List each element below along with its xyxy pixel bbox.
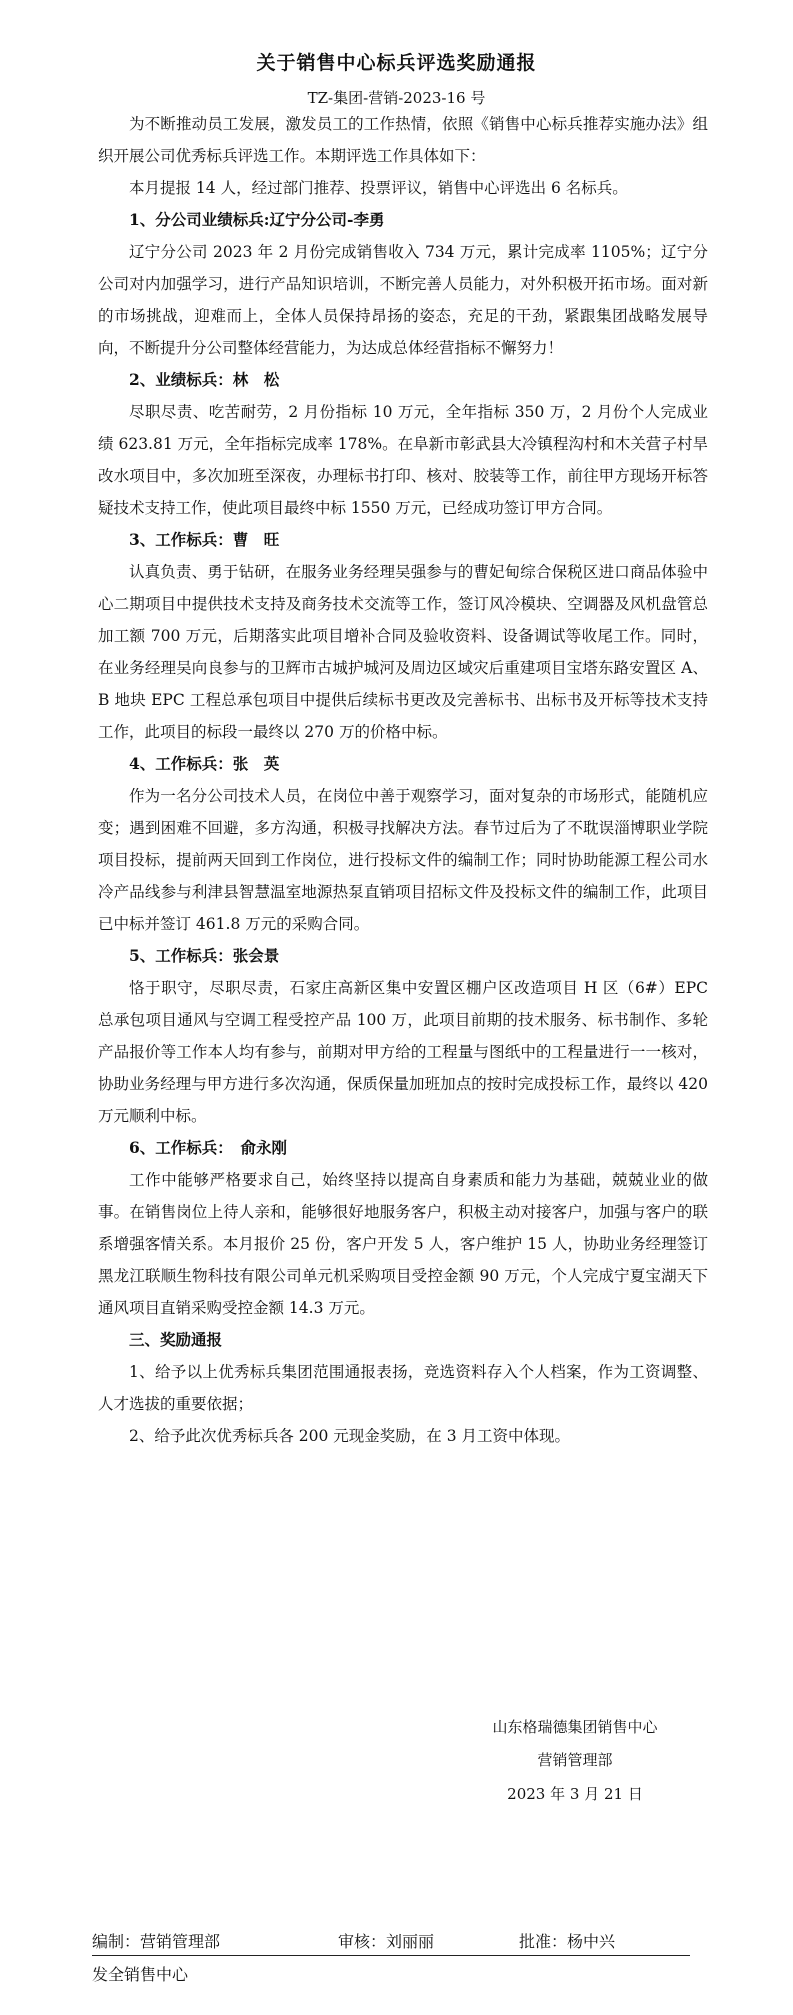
section-heading: 6、工作标兵： 俞永刚 [129,1138,288,1157]
intro-paragraph: 为不断推动员工发展，激发员工的工作热情，依照《销售中心标兵推荐实施办法》组织开展公司优秀标兵评选工作。本期评选工作具体如下： [98,115,708,165]
section-paragraph: 工作中能够严格要求自己，始终坚持以提高自身素质和能力为基础，兢兢业业的做事。在销售岗位上待人亲和，能够很好地服务客户，积极主动对接客户，加强与客户的联系增强客情关系。本月报价 25 份，客户开发 5 人，客户维护 15 人，协助业务经理签订黑龙江联顺生物科技有限公司单元机采购项目受控金额 90 万元，个人完成宁夏宝湖天下通风项目直销采购受控金额 14.3 万元。 [98,1171,708,1317]
approval-footer [92,1925,690,1956]
editor-label: 编制：营销管理部 [92,1932,221,1951]
section-paragraph: 认真负责、勇于钻研，在服务业务经理吴强参与的曹妃甸综合保税区进口商品体验中心二期项目中提供技术支持及商务技术交流等工作，签订风冷模块、空调器及风机盘管总加工额 700 万元，后期落实此项目增补合同及验收资料、设备调试等收尾工作。同时，在业务经理吴向良参与的卫辉市古城护城河及周边区域灾后重建项目宝塔东路安置区 A、B 地块 EPC 工程总承包项目中提供后续标书更改及完善标书、出标书及开标等技术支持工作，此项目的标段一最终以 270 万的价格中标。 [98,563,708,741]
section-paragraph: 1、给予以上优秀标兵集团范围通报表扬，竞选资料存入个人档案，作为工资调整、人才选拔的重要依据； [98,1363,708,1413]
section-heading: 3、工作标兵：曹 旺 [129,530,280,549]
section-paragraph: 辽宁分公司 2023 年 2 月份完成销售收入 734 万元，累计完成率 1105%；辽宁分公司对内加强学习，进行产品知识培训，不断完善人员能力，对外积极开拓市场。面对新的市场挑战，迎难而上，全体人员保持昂扬的姿态，充足的干劲，紧跟集团战略发展导向，不断提升分公司整体经营能力，为达成总体经营指标不懈努力！ [98,243,708,357]
section-paragraph: 作为一名分公司技术人员，在岗位中善于观察学习，面对复杂的市场形式，能随机应变；遇到困难不回避，多方沟通，积极寻找解决方法。春节过后为了不耽误淄博职业学院项目投标，提前两天回到工作岗位，进行投标文件的编制工作；同时协助能源工程公司水冷产品线参与利津县智慧温室地源热泵直销项目招标文件及投标文件的编制工作，此项目已中标并签订 461.8 万元的采购合同。 [98,787,708,933]
section-heading: 2、业绩标兵：林 松 [129,370,280,389]
distribution-label: 发全销售中心 [92,1965,189,1984]
document-body [98,108,708,1452]
signature-date: 2023 年 3 月 21 日 [507,1785,643,1803]
document-title: 关于销售中心标兵评选奖励通报 [256,52,537,74]
signature-org: 山东格瑞德集团销售中心 [492,1718,658,1736]
section-paragraph: 尽职尽责、吃苦耐劳，2 月份指标 10 万元，全年指标 350 万，2 月份个人完成业绩 623.81 万元，全年指标完成率 178%。在阜新市彰武县大冷镇程沟村和木关营子村旱改水项目中，多次加班至深夜，办理标书打印、核对、胶装等工作，前往甲方现场开标答疑技术支持工作，使此项目最终中标 1550 万元，已经成功签订甲方合同。 [98,403,708,517]
section-paragraph: 恪于职守，尽职尽责，石家庄高新区集中安置区棚户区改造项目 H 区（6#）EPC 总承包项目通风与空调工程受控产品 100 万，此项目前期的技术服务、标书制作、多轮产品报价等工作本人均有参与，前期对甲方给的工程量与图纸中的工程量进行一一核对，协助业务经理与甲方进行多次沟通，保质保量加班加点的按时完成投标工作，最终以 420 万元顺利中标。 [98,979,708,1125]
signature-dept: 营销管理部 [537,1751,613,1769]
section-heading: 5、工作标兵：张会景 [129,946,280,965]
section-paragraph: 2、给予此次优秀标兵各 200 元现金奖励，在 3 月工资中体现。 [129,1427,571,1445]
section-heading: 1、分公司业绩标兵:辽宁分公司-李勇 [129,210,385,229]
intro-paragraph: 本月提报 14 人，经过部门推荐、投票评议，销售中心评选出 6 名标兵。 [129,179,628,197]
approver-label: 批准：杨中兴 [519,1932,616,1951]
section-heading: 三、奖励通报 [129,1330,223,1349]
reviewer-label: 审核：刘丽丽 [338,1932,435,1951]
section-heading: 4、工作标兵：张 英 [129,754,280,773]
document-number: TZ-集团-营销-2023-16 号 [307,89,486,107]
